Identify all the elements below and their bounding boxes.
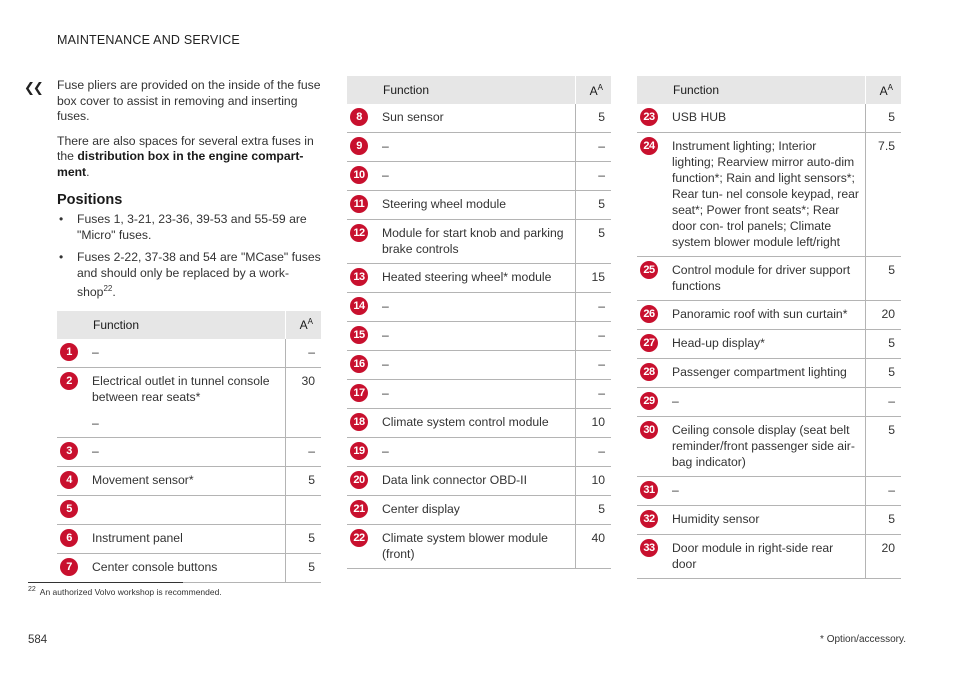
fuse-function-cell — [667, 104, 865, 133]
fuse-function: – — [672, 483, 679, 497]
fuse-number-badge: 22 — [350, 529, 368, 547]
fuse-ampere — [285, 495, 321, 524]
fuse-ampere: 5 — [865, 257, 901, 301]
table-row — [57, 553, 321, 582]
page-number: 584 — [28, 634, 48, 646]
fuse-function: Head-up display* — [672, 336, 765, 350]
fuse-ampere: 10 — [575, 409, 611, 438]
fuse-ampere: 20 — [865, 301, 901, 330]
fuse-function: – — [382, 328, 389, 342]
fuse-ampere: – — [575, 380, 611, 409]
fuse-function: Climate system blower module (front) — [382, 531, 548, 561]
fuse-number-badge: 13 — [350, 268, 368, 286]
ampere-footnote-ref: A — [887, 82, 893, 92]
table-row — [347, 525, 611, 569]
distribution-box-link[interactable]: distribution box in the engine compart- ment — [57, 149, 304, 179]
fuse-number-badge: 21 — [350, 500, 368, 518]
fuse-function: Climate system control module — [382, 415, 549, 429]
table-row — [347, 380, 611, 409]
fuse-number-cell — [637, 133, 667, 257]
fuse-ampere: 5 — [865, 359, 901, 388]
table-row — [347, 162, 611, 191]
column-right — [637, 76, 901, 579]
fuse-function-cell — [87, 553, 285, 582]
header-number-cell — [347, 76, 377, 104]
fuse-function: – — [92, 443, 99, 458]
footnote — [28, 586, 222, 597]
bullet-item — [57, 212, 321, 243]
fuse-number-badge: 14 — [350, 297, 368, 315]
fuse-function: Passenger compartment lighting — [672, 365, 847, 379]
table-row — [637, 301, 901, 330]
fuse-ampere: 5 — [865, 417, 901, 477]
fuse-ampere: 5 — [575, 496, 611, 525]
fuse-number-cell — [347, 104, 377, 133]
fuse-function: USB HUB — [672, 110, 727, 124]
fuse-ampere: 5 — [575, 220, 611, 264]
fuse-function-cell — [87, 437, 285, 466]
fuse-function: – — [382, 299, 389, 313]
fuse-ampere: – — [575, 351, 611, 380]
option-accessory-note: * Option/accessory. — [820, 634, 906, 645]
table-row — [347, 438, 611, 467]
fuse-number-cell — [347, 438, 377, 467]
fuse-ampere: 5 — [865, 506, 901, 535]
fuse-ampere: – — [575, 438, 611, 467]
fuse-number-cell — [347, 191, 377, 220]
fuse-number-badge: 11 — [350, 195, 368, 213]
fuse-function-cell — [667, 477, 865, 506]
header-ampere — [865, 76, 901, 104]
fuse-number-badge: 23 — [640, 108, 658, 126]
fuse-number-cell — [347, 467, 377, 496]
fuse-ampere: – — [865, 477, 901, 506]
fuse-function-cell — [377, 264, 575, 293]
table-row — [347, 133, 611, 162]
fuse-number-cell — [637, 104, 667, 133]
fuse-number-cell — [637, 535, 667, 579]
fuse-number-cell — [637, 506, 667, 535]
fuse-ampere: 5 — [575, 104, 611, 133]
table-row — [637, 477, 901, 506]
table-row — [57, 466, 321, 495]
fuse-function-cell — [377, 380, 575, 409]
header-function: Function — [377, 76, 575, 104]
fuse-function: Control module for driver support functions — [672, 263, 851, 293]
intro-paragraph-2 — [57, 134, 321, 181]
fuse-function-cell — [87, 524, 285, 553]
fuse-number-badge: 29 — [640, 392, 658, 410]
fuse-function: – — [382, 444, 389, 458]
fuse-function: Instrument lighting; Interior lighting; Rearview mirror auto-dim function*; Rain and light sensors*; Rear tun- nel console keypad, rear seat*; Power front seats*; Rear door con- trol panels; Climate system blower module left/right — [672, 139, 859, 249]
fuse-function: – — [382, 386, 389, 400]
fuse-function: Door module in right-side rear door — [672, 541, 834, 571]
fuse-function-cell — [667, 359, 865, 388]
fuse-ampere: – — [575, 293, 611, 322]
fuse-number-cell — [637, 359, 667, 388]
fuse-ampere: – — [865, 388, 901, 417]
fuse-number-badge: 28 — [640, 363, 658, 381]
fuse-number-badge: 30 — [640, 421, 658, 439]
fuse-function-cell — [667, 301, 865, 330]
table-row — [347, 409, 611, 438]
fuse-ampere: 5 — [865, 104, 901, 133]
fuse-ampere: 5 — [285, 524, 321, 553]
fuse-function: Humidity sensor — [672, 512, 760, 526]
fuse-number-badge: 4 — [60, 471, 78, 489]
fuse-function: Sun sensor — [382, 110, 444, 124]
fuse-number-cell — [637, 330, 667, 359]
intro-p2-suffix: . — [86, 164, 90, 179]
fuse-number-cell — [347, 496, 377, 525]
fuse-ampere: 5 — [285, 553, 321, 582]
fuse-number-badge: 7 — [60, 558, 78, 576]
fuse-function-cell — [667, 417, 865, 477]
fuse-number-badge: 3 — [60, 442, 78, 460]
fuse-number-badge: 32 — [640, 510, 658, 528]
fuse-number-badge: 17 — [350, 384, 368, 402]
bullet-item — [57, 250, 321, 301]
fuse-ampere: – — [575, 162, 611, 191]
fuse-function-sub: – — [92, 415, 99, 430]
header-function: Function — [87, 311, 285, 339]
fuse-function: Steering wheel module — [382, 197, 506, 211]
fuse-function-cell — [377, 438, 575, 467]
fuse-number-badge: 2 — [60, 372, 78, 390]
fuse-ampere: – — [285, 339, 321, 368]
table-row — [57, 495, 321, 524]
ampere-footnote-ref: A — [307, 317, 313, 327]
fuse-ampere: 5 — [575, 191, 611, 220]
fuse-table-1 — [57, 311, 321, 583]
intro-p2-prefix: There are also spaces for several extra fuses in the — [57, 133, 314, 163]
fuse-number-badge: 27 — [640, 334, 658, 352]
footnote-divider — [28, 582, 183, 583]
positions-heading: Positions — [57, 192, 123, 208]
bullet-text: Fuses 2-22, 37-38 and 54 are "MCase" fuses and should only be replaced by a work- shop — [77, 250, 321, 300]
table-row — [637, 257, 901, 301]
fuse-function-cell — [377, 191, 575, 220]
table-header-row — [637, 76, 901, 104]
fuse-number-badge: 33 — [640, 539, 658, 557]
fuse-function-cell — [667, 535, 865, 579]
fuse-number-cell — [57, 495, 87, 524]
fuse-number-cell — [57, 553, 87, 582]
previous-page-icon[interactable]: ❮❮ — [24, 80, 42, 95]
fuse-ampere: 5 — [285, 466, 321, 495]
ampere-footnote-ref: A — [597, 82, 603, 92]
fuse-number-badge: 24 — [640, 137, 658, 155]
fuse-function-cell — [377, 162, 575, 191]
fuse-function-cell — [87, 367, 285, 437]
fuse-number-cell — [57, 466, 87, 495]
fuse-function: Panoramic roof with sun curtain* — [672, 307, 848, 321]
table-row — [347, 467, 611, 496]
fuse-number-badge: 20 — [350, 471, 368, 489]
fuse-number-cell — [347, 293, 377, 322]
fuse-function-cell — [667, 330, 865, 359]
fuse-number-cell — [637, 388, 667, 417]
fuse-function-cell — [87, 466, 285, 495]
fuse-number-badge: 31 — [640, 481, 658, 499]
fuse-number-cell — [57, 437, 87, 466]
table-row — [347, 104, 611, 133]
table-row — [57, 339, 321, 368]
fuse-table-1-wrapper — [57, 311, 321, 583]
fuse-function: – — [92, 344, 99, 359]
column-middle — [347, 76, 611, 569]
fuse-ampere: 7.5 — [865, 133, 901, 257]
fuse-number-cell — [637, 301, 667, 330]
header-number-cell — [57, 311, 87, 339]
table-row — [57, 524, 321, 553]
fuse-function-cell — [667, 133, 865, 257]
fuse-function: – — [382, 357, 389, 371]
fuse-function-cell — [87, 495, 285, 524]
header-function: Function — [667, 76, 865, 104]
table-row — [637, 330, 901, 359]
fuse-number-badge: 6 — [60, 529, 78, 547]
fuse-number-badge: 18 — [350, 413, 368, 431]
bullet-icon: • — [59, 212, 64, 226]
header-ampere — [575, 76, 611, 104]
table-row — [637, 417, 901, 477]
fuse-function: – — [382, 139, 389, 153]
fuse-number-badge: 10 — [350, 166, 368, 184]
fuse-function-cell — [667, 257, 865, 301]
table-row — [57, 437, 321, 466]
fuse-function: Ceiling console display (seat belt reminder/front passenger side air- bag indicator) — [672, 423, 855, 469]
table-row — [347, 351, 611, 380]
fuse-number-badge: 9 — [350, 137, 368, 155]
table-header-row — [347, 76, 611, 104]
table-row — [347, 264, 611, 293]
table-row — [347, 220, 611, 264]
fuse-function-cell — [377, 293, 575, 322]
bullet-suffix: . — [112, 285, 116, 300]
fuse-function-cell — [87, 339, 285, 368]
fuse-function: Center display — [382, 502, 460, 516]
ampere-symbol: A — [879, 83, 888, 98]
fuse-number-cell — [637, 477, 667, 506]
fuse-table-2 — [347, 76, 611, 569]
fuse-ampere: – — [575, 322, 611, 351]
fuse-number-cell — [347, 133, 377, 162]
fuse-function: Electrical outlet in tunnel console between rear seats* — [92, 373, 270, 404]
fuse-ampere: 5 — [865, 330, 901, 359]
fuse-number-cell — [347, 220, 377, 264]
section-title: MAINTENANCE AND SERVICE — [57, 33, 240, 47]
fuse-number-badge: 16 — [350, 355, 368, 373]
fuse-number-badge: 5 — [60, 500, 78, 518]
fuse-ampere: – — [285, 437, 321, 466]
fuse-function-cell — [377, 351, 575, 380]
fuse-number-cell — [347, 162, 377, 191]
bullet-text: Fuses 1, 3-21, 23-36, 39-53 and 55-59 are "Micro" fuses. — [77, 212, 307, 242]
table-row — [347, 293, 611, 322]
intro-paragraph-1: Fuse pliers are provided on the inside of the fuse box cover to assist in removing and inserting fuses. — [57, 78, 321, 123]
header-number-cell — [637, 76, 667, 104]
table-row — [637, 359, 901, 388]
fuse-number-cell — [347, 380, 377, 409]
fuse-function-cell — [377, 496, 575, 525]
fuse-function-cell — [377, 409, 575, 438]
fuse-function-cell — [667, 388, 865, 417]
column-left — [57, 78, 321, 583]
fuse-ampere: 40 — [575, 525, 611, 569]
table-row — [637, 506, 901, 535]
fuse-number-cell — [57, 524, 87, 553]
fuse-function-cell — [667, 506, 865, 535]
bullet-icon: • — [59, 250, 64, 264]
fuse-number-badge: 26 — [640, 305, 658, 323]
fuse-function: Heated steering wheel* module — [382, 270, 552, 284]
table-row — [637, 104, 901, 133]
fuse-number-badge: 19 — [350, 442, 368, 460]
table-row — [637, 133, 901, 257]
fuse-number-badge: 15 — [350, 326, 368, 344]
footnote-number: 22 — [28, 586, 36, 593]
fuse-number-cell — [637, 417, 667, 477]
table-row — [347, 322, 611, 351]
fuse-number-cell — [347, 351, 377, 380]
fuse-function-cell — [377, 104, 575, 133]
fuse-number-cell — [57, 339, 87, 368]
fuse-function: Module for start knob and parking brake controls — [382, 226, 564, 256]
fuse-ampere: 30 — [285, 367, 321, 437]
ampere-symbol: A — [589, 83, 598, 98]
fuse-function-cell — [377, 133, 575, 162]
table-row — [347, 496, 611, 525]
fuse-number-cell — [347, 264, 377, 293]
fuse-number-cell — [347, 525, 377, 569]
fuse-number-cell — [347, 322, 377, 351]
fuse-function: Movement sensor* — [92, 472, 194, 487]
fuse-number-cell — [347, 409, 377, 438]
fuse-table-3 — [637, 76, 901, 579]
fuse-function-cell — [377, 467, 575, 496]
table-row — [347, 191, 611, 220]
fuse-ampere: 10 — [575, 467, 611, 496]
fuse-number-badge: 1 — [60, 343, 78, 361]
fuse-number-badge: 25 — [640, 261, 658, 279]
header-ampere — [285, 311, 321, 339]
ampere-symbol: A — [299, 318, 308, 333]
fuse-function: Instrument panel — [92, 530, 183, 545]
fuse-function-cell — [377, 525, 575, 569]
fuse-ampere: 20 — [865, 535, 901, 579]
fuse-function: Center console buttons — [92, 559, 218, 574]
footnote-ref[interactable]: 22 — [103, 284, 113, 293]
fuse-ampere: 15 — [575, 264, 611, 293]
fuse-ampere: – — [575, 133, 611, 162]
fuse-function: Data link connector OBD-II — [382, 473, 527, 487]
fuse-function-cell — [377, 322, 575, 351]
table-header-row — [57, 311, 321, 339]
table-row — [637, 535, 901, 579]
fuse-function-cell — [377, 220, 575, 264]
table-row — [57, 367, 321, 437]
fuse-number-badge: 8 — [350, 108, 368, 126]
footnote-text: An authorized Volvo workshop is recommended. — [39, 586, 222, 597]
table-row — [637, 388, 901, 417]
fuse-function: – — [382, 168, 389, 182]
fuse-number-cell — [637, 257, 667, 301]
fuse-number-cell — [57, 367, 87, 437]
fuse-number-badge: 12 — [350, 224, 368, 242]
fuse-function: – — [672, 394, 679, 408]
